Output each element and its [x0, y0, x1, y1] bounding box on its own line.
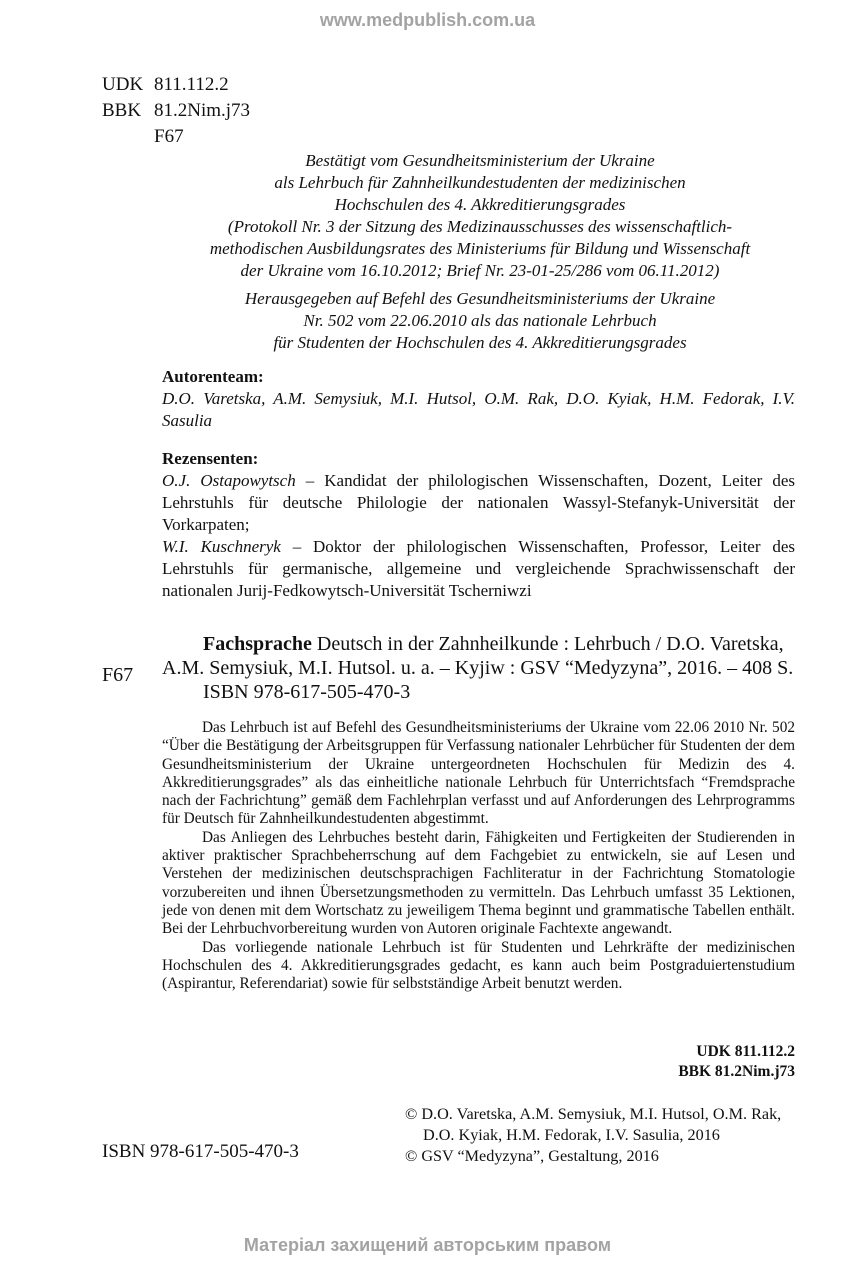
- udk-label: UDK: [102, 74, 144, 95]
- bbk-value: 81.2Nim.j73: [154, 100, 251, 121]
- book-title-line1: [203, 632, 803, 656]
- udk-right: UDK 811.112.2: [696, 1043, 795, 1060]
- book-title-line2: A.M. Semysiuk, M.I. Hutsol. u. a. – Kyjiw : GSV “Medyzyna”, 2016. – 408 S.: [162, 657, 794, 679]
- bbk-right: BBK 81.2Nim.j73: [678, 1063, 795, 1080]
- reviewer-description: – Kandidat der philologischen Wissenschaften, Dozent, Leiter des Lehrstuhls für deutsche Philologie der nationalen Wassyl-Stefanyk-Universität der Vorkarpaten;: [162, 471, 795, 534]
- reviewer-description: – Doktor der philologischen Wissenschaften, Professor, Leiter des Lehrstuhls für germanische, allgemeine und vergleichende Sprachwissenschaft der nationalen Jurij-Fedkowytsch-Universität Tscherniwzi: [162, 537, 795, 600]
- watermark-url: www.medpublish.com.ua: [319, 10, 536, 30]
- reviewer-entry: [162, 470, 795, 536]
- authors-heading: Autorenteam:: [162, 367, 264, 386]
- reviewer-name: O.J. Ostapowytsch: [162, 471, 296, 490]
- reviewer-entry: [162, 536, 795, 602]
- classification-codes: [102, 72, 250, 150]
- bbk-label: BBK: [102, 100, 142, 121]
- udk-value: 811.112.2: [154, 74, 229, 95]
- publication-line: Nr. 502 vom 22.06.2010 als das nationale Lehrbuch: [303, 311, 657, 330]
- abstract-paragraph: Das Anliegen des Lehrbuches besteht darin, Fähigkeiten und Fertigkeiten der Studierenden in aktiver praktischer Sprachbeherrschung auf dem Fachgebiet zu entwickeln, sie auf Lesen und Verstehen der medizinischen deutschsprachigen Fachliteratur in der Fachrichtung Stomatologie vorzubereiten und ihnen Übersetzungsmethoden zu vermitteln. Das Lehrbuch umfasst 35 Lektionen, jede von denen mit dem Wortschatz zu jeweiligem Thema beginnt und grammatische Tabellen enthält. Bei der Lehrbuchvorbereitung wurden von Autoren originale Fachtexte angewandt.: [162, 828, 795, 938]
- abstract-paragraph: Das Lehrbuch ist auf Befehl des Gesundheitsministeriums der Ukraine vom 22.06 2010 Nr. 502 “Über die Bestätigung der Arbeitsgruppen für Verfassung nationaler Lehrbücher für Studenten der dem Gesundheitsministerium der Ukraine untergeordneten Hochschulen für Medizin des 4. Akkreditierungsgrades” als das einheitliche nationale Lehrbuch für Unterrichtsfach “Fremdsprache nach der Fachrichtung” gemäß dem Fachlehrplan verfasst und auf Anforderungen des Lehrprogramms für Deutsch für Zahnheilkundestudenten abgestimmt.: [162, 719, 795, 828]
- udk-line: [102, 72, 250, 98]
- book-title: Fachsprache: [203, 633, 312, 655]
- codes-right: [560, 1042, 795, 1082]
- approval-notice: [160, 150, 800, 354]
- reviewers-section: [162, 448, 795, 602]
- approval-line: methodischen Ausbildungsrates des Ministeriums für Bildung und Wissenschaft: [209, 239, 751, 258]
- abstract-paragraph: Das vorliegende nationale Lehrbuch ist für Studenten und Lehrkräfte der medizinischen Hochschulen des 4. Akkreditierungsgrades gedacht, es kann auch beim Postgraduiertenstudium (Aspirantur, Referendariat) sowie für selbstständige Arbeit benutzt werden.: [162, 938, 795, 993]
- publication-line: Herausgegeben auf Befehl des Gesundheitsministeriums der Ukraine: [244, 289, 716, 308]
- abstract: [162, 719, 795, 993]
- reviewer-name: W.I. Kuschneryk: [162, 537, 281, 556]
- book-isbn: ISBN 978-617-505-470-3: [203, 681, 411, 703]
- isbn-left: ISBN 978-617-505-470-3: [102, 1141, 299, 1162]
- approval-line: der Ukraine vom 16.10.2012; Brief Nr. 23-01-25/286 vom 06.11.2012): [240, 261, 720, 280]
- copyright-watermark: Матеріал захищений авторським правом: [243, 1235, 612, 1255]
- approval-line: Hochschulen des 4. Akkreditierungsgrades: [334, 195, 626, 214]
- authors-section: [162, 366, 795, 432]
- book-title-rest: Deutsch in der Zahnheilkunde : Lehrbuch / D.O. Varetska,: [311, 633, 784, 655]
- copyright-line: D.O. Kyiak, H.M. Fedorak, I.V. Sasulia, 2016: [423, 1126, 720, 1144]
- copyright-block: [405, 1104, 805, 1167]
- approval-line: als Lehrbuch für Zahnheilkundestudenten der medizinischen: [274, 173, 686, 192]
- f67-code: F67: [154, 126, 184, 147]
- approval-line: (Protokoll Nr. 3 der Sitzung des Medizinausschusses des wissenschaftlich-: [227, 217, 733, 236]
- authors-names: D.O. Varetska, A.M. Semysiuk, M.I. Hutsol, O.M. Rak, D.O. Kyiak, H.M. Fedorak, I.V. Sasulia: [162, 389, 795, 430]
- reviewers-heading: Rezensenten:: [162, 449, 259, 468]
- f67-marker: F67: [102, 664, 134, 686]
- publication-line: für Studenten der Hochschulen des 4. Akkreditierungsgrades: [273, 333, 687, 352]
- copyright-line: © GSV “Medyzyna”, Gestaltung, 2016: [405, 1147, 659, 1165]
- approval-line: Bestätigt vom Gesundheitsministerium der Ukraine: [305, 151, 655, 170]
- bbk-line: [102, 98, 250, 124]
- copyright-line: © D.O. Varetska, A.M. Semysiuk, M.I. Hutsol, O.M. Rak,: [405, 1105, 782, 1123]
